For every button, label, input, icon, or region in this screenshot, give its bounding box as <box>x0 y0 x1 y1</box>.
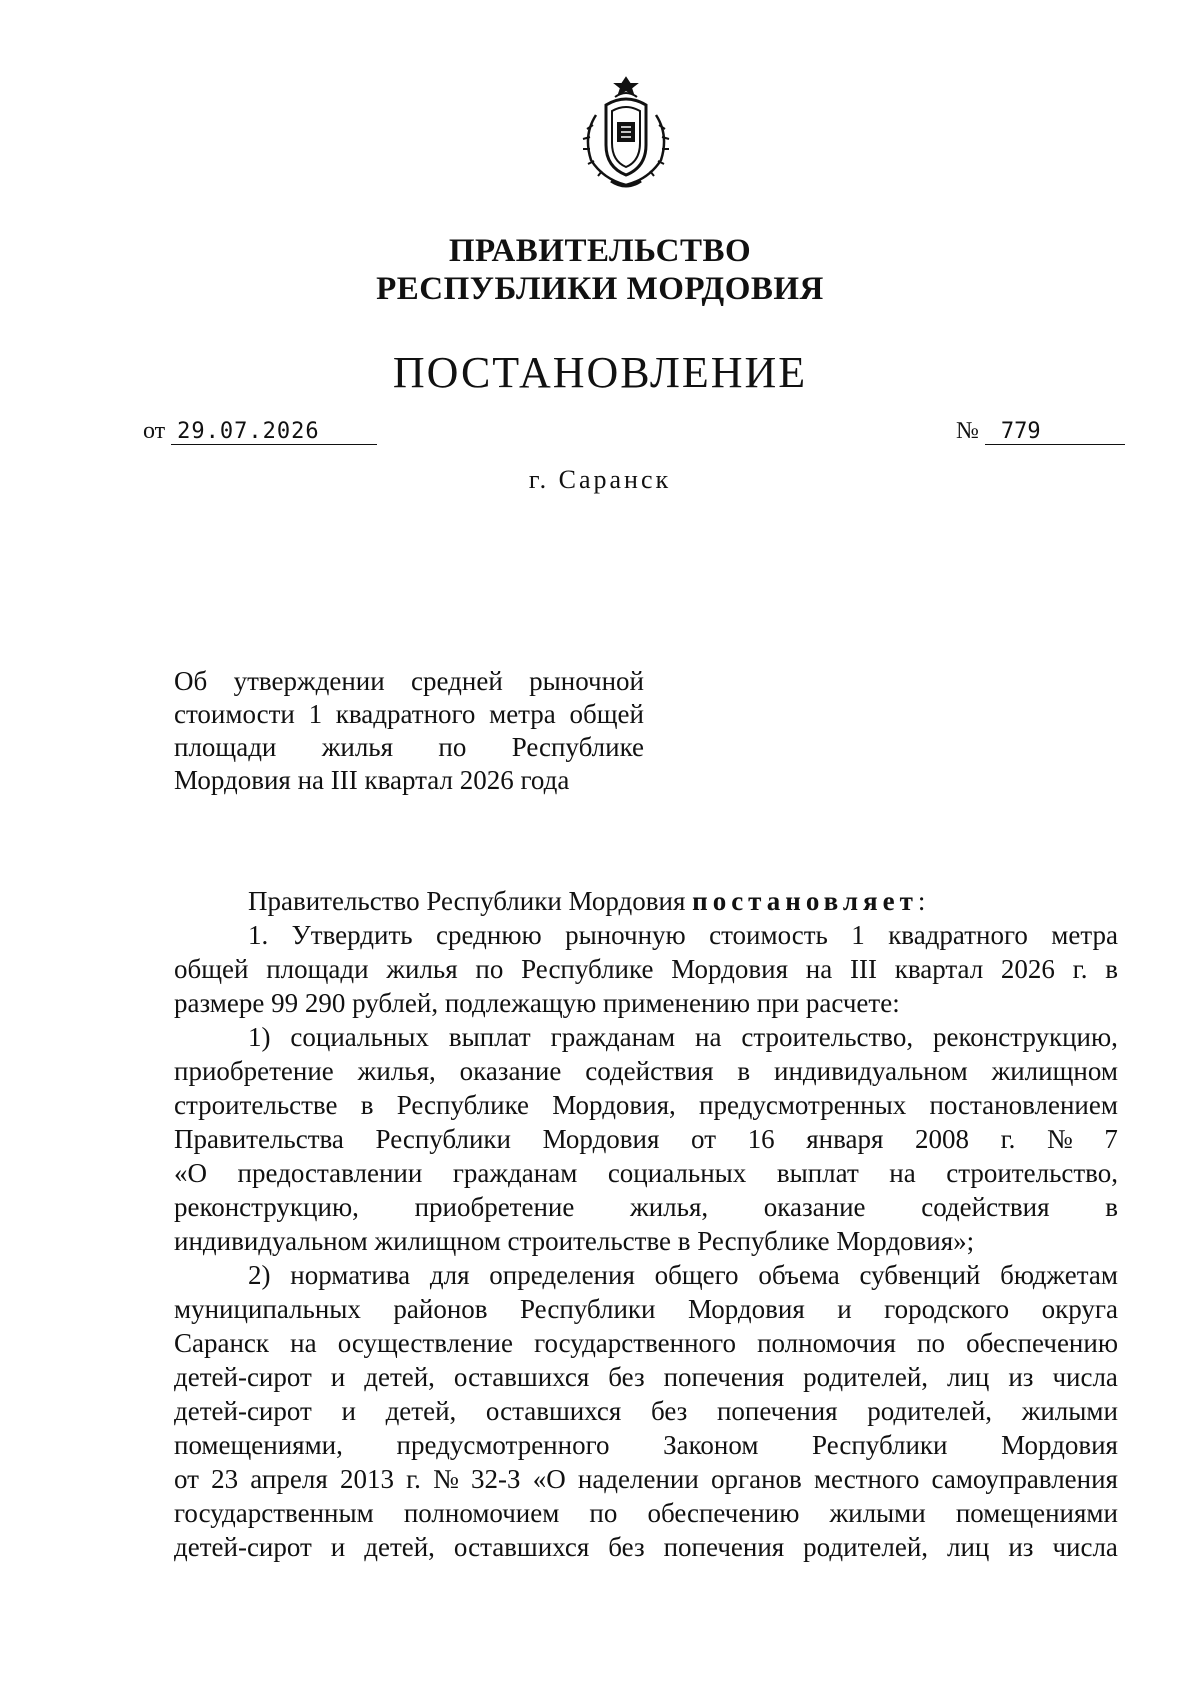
body-word: от <box>174 1464 199 1494</box>
body-word: попечения <box>663 1532 785 1562</box>
body-word: и <box>330 1362 346 1392</box>
body-word: по <box>589 1498 618 1528</box>
body-word: стоимость <box>709 920 828 950</box>
body-word: приобретение <box>174 1056 334 1086</box>
body-word: родителей, <box>803 1362 929 1392</box>
body-word: норматива <box>290 1260 411 1290</box>
body-word: на <box>290 1328 317 1358</box>
body-word: г. <box>1072 954 1088 984</box>
document-type-title: ПОСТАНОВЛЕНИЕ <box>392 348 808 397</box>
body-word: самоуправления <box>931 1464 1118 1494</box>
body-line <box>174 1496 1118 1530</box>
body-line <box>174 986 1118 1020</box>
government-name-line2: РЕСПУБЛИКИ МОРДОВИЯ <box>376 271 824 307</box>
body-word: родителей, <box>803 1532 929 1562</box>
body-word: детей, <box>385 1396 457 1426</box>
body-word: полномочия <box>757 1328 896 1358</box>
body-word: постановлением <box>929 1090 1118 1120</box>
subject-line <box>174 731 644 764</box>
subject-line: Мордовия на III квартал 2026 года <box>174 765 570 795</box>
body-word: содействия <box>585 1056 714 1086</box>
body-intro <box>174 884 1118 918</box>
body-word: муниципальных <box>174 1294 361 1324</box>
body-word: для <box>429 1260 470 1290</box>
body-word: оставшихся <box>453 1532 590 1562</box>
subject-word: средней <box>411 666 503 696</box>
subject-word: рыночной <box>529 666 644 696</box>
body-word: Республике <box>396 1090 529 1120</box>
body-word: в <box>1105 954 1118 984</box>
body-word: рыночную <box>565 920 686 950</box>
body-word: обеспечению <box>966 1328 1118 1358</box>
body-word: квадратного <box>888 920 1028 950</box>
body-word: 2013 <box>339 1464 394 1494</box>
body-word: оказание <box>763 1192 866 1222</box>
document-subject <box>174 665 644 797</box>
subject-word: Об <box>174 666 208 696</box>
body-line <box>174 1394 1118 1428</box>
body-word: жилыми <box>829 1498 926 1528</box>
coat-of-arms-emblem <box>571 75 681 195</box>
body-word: на <box>805 954 833 984</box>
body-word: от <box>691 1124 716 1154</box>
subject-word: общей <box>569 699 644 729</box>
body-word: среднюю <box>436 920 542 950</box>
body-word: гражданам <box>452 1158 578 1188</box>
body-word: детей, <box>364 1362 435 1392</box>
body-word: социальных <box>607 1158 747 1188</box>
body-word: обеспечению <box>647 1498 800 1528</box>
body-word: реконструкцию, <box>174 1192 359 1222</box>
body-word: Мордовия <box>1001 1430 1118 1460</box>
body-word: строительство, <box>946 1158 1118 1188</box>
body-word: по <box>917 1328 945 1358</box>
body-word: «О <box>532 1464 566 1494</box>
subject-word: площади <box>174 732 277 762</box>
body-word: выплат <box>776 1158 859 1188</box>
body-word: Мордовия, <box>552 1090 676 1120</box>
body-word: помещениями <box>955 1498 1118 1528</box>
body-word: оказание <box>459 1056 562 1086</box>
city-name: г. Саранск <box>528 465 672 494</box>
body-line <box>174 952 1118 986</box>
body-word: округа <box>1041 1294 1118 1324</box>
body-word: «О <box>174 1158 207 1188</box>
intro-emphasis: постановляет <box>692 886 918 916</box>
body-word: 2) <box>248 1260 271 1290</box>
subject-line <box>174 665 644 698</box>
body-word: строительство, <box>741 1022 914 1052</box>
body-word: в <box>360 1090 374 1120</box>
body-word: общей <box>174 954 249 984</box>
body-word: наделении <box>577 1464 699 1494</box>
body-line <box>174 1156 1118 1190</box>
body-word: г. <box>406 1464 421 1494</box>
body-word: и <box>341 1396 356 1426</box>
body-word: выплат <box>448 1022 531 1052</box>
body-word: социальных <box>290 1022 429 1052</box>
body-word: числа <box>1052 1532 1118 1562</box>
subject-word: утверждении <box>233 666 385 696</box>
body-word: жилья, <box>630 1192 709 1222</box>
body-word: строительстве <box>174 1090 338 1120</box>
subject-word: по <box>438 732 467 762</box>
body-word: детей, <box>364 1532 435 1562</box>
number-prefix: № <box>956 418 979 444</box>
body-word: определения <box>489 1260 635 1290</box>
body-word: приобретение <box>414 1192 575 1222</box>
body-word: полномочием <box>403 1498 560 1528</box>
body-word: Республике <box>521 954 654 984</box>
document-date <box>143 418 377 445</box>
body-line <box>174 1122 1118 1156</box>
body-word: 7 <box>1104 1124 1118 1154</box>
body-word: государственным <box>174 1498 374 1528</box>
body-word: попечения <box>716 1396 838 1426</box>
body-line <box>174 1224 1118 1258</box>
body-line-text: размере 99 290 рублей, подлежащую применению при расчете: <box>174 988 900 1018</box>
body-word: Утвердить <box>291 920 413 950</box>
body-word: г. <box>1000 1124 1016 1154</box>
government-name-line1: ПРАВИТЕЛЬСТВО <box>448 233 752 269</box>
body-word: III <box>849 954 877 984</box>
subject-word: 1 <box>308 699 323 729</box>
body-word: жилья, <box>357 1056 436 1086</box>
date-value: 29.07.2026 <box>171 419 377 445</box>
body-word: осуществление <box>337 1328 513 1358</box>
body-line <box>174 1088 1118 1122</box>
body-word: детей-сирот <box>174 1362 312 1392</box>
body-line <box>174 1190 1118 1224</box>
body-word: попечения <box>663 1362 785 1392</box>
body-word: жилыми <box>1021 1396 1118 1426</box>
document-number <box>956 418 1125 445</box>
body-word: предусмотренного <box>396 1430 610 1460</box>
body-word: реконструкцию, <box>933 1022 1118 1052</box>
body-line <box>174 1020 1118 1054</box>
body-line <box>174 1462 1118 1496</box>
body-line <box>174 1530 1118 1564</box>
body-word: № <box>1047 1124 1073 1154</box>
body-word: оставшихся <box>453 1362 590 1392</box>
intro-colon: : <box>917 886 926 916</box>
subject-line <box>174 698 644 731</box>
body-word: местного <box>813 1464 920 1494</box>
body-word: Мордовия <box>542 1124 660 1154</box>
subject-word: стоимости <box>174 699 295 729</box>
body-word: без <box>650 1396 688 1426</box>
body-line <box>174 1360 1118 1394</box>
body-word: детей-сирот <box>174 1532 312 1562</box>
body-word: государственного <box>534 1328 736 1358</box>
body-word: 32-З <box>471 1464 521 1494</box>
body-line <box>174 1326 1118 1360</box>
number-value: 779 <box>985 419 1125 445</box>
body-line <box>174 1054 1118 1088</box>
body-word: предоставлении <box>237 1158 423 1188</box>
body-word: без <box>608 1532 645 1562</box>
body-word: 2026 <box>1000 954 1055 984</box>
body-word: 1) <box>248 1022 271 1052</box>
body-word: Правительства <box>174 1124 344 1154</box>
body-word: по <box>475 954 504 984</box>
body-word: Мордовия <box>687 1294 805 1324</box>
subject-word: жилья <box>321 732 394 762</box>
body-word: января <box>806 1124 884 1154</box>
body-word: на <box>695 1022 722 1052</box>
body-word: 1 <box>851 920 865 950</box>
subject-word: квадратного <box>335 699 476 729</box>
body-word: числа <box>1052 1362 1118 1392</box>
body-word: объема <box>758 1260 840 1290</box>
body-word: 2008 <box>915 1124 969 1154</box>
body-word: 23 <box>211 1464 239 1494</box>
body-word: жилья <box>386 954 458 984</box>
body-word: Республики <box>812 1430 948 1460</box>
body-word: бюджетам <box>1000 1260 1118 1290</box>
body-word: индивидуальном <box>774 1056 968 1086</box>
body-word: апреля <box>250 1464 328 1494</box>
body-line-text: индивидуальном жилищном строительстве в Республике Мордовия»; <box>174 1226 975 1256</box>
body-word: субвенций <box>859 1260 981 1290</box>
body-word: 1. <box>248 920 269 950</box>
body-word: Законом <box>663 1430 759 1460</box>
body-word: 16 <box>747 1124 775 1154</box>
body-line <box>174 918 1118 952</box>
body-line <box>174 1428 1118 1462</box>
body-line <box>174 1258 1118 1292</box>
body-word: общего <box>654 1260 739 1290</box>
body-word: гражданам <box>550 1022 676 1052</box>
body-word: на <box>889 1158 916 1188</box>
date-prefix: от <box>143 418 166 444</box>
body-word: и <box>837 1294 852 1324</box>
body-word: Саранск <box>174 1328 270 1358</box>
body-word: городского <box>884 1294 1010 1324</box>
body-word: содействия <box>921 1192 1050 1222</box>
body-word: жилищном <box>991 1056 1118 1086</box>
body-word: районов <box>393 1294 488 1324</box>
body-word: лиц <box>947 1532 990 1562</box>
body-word: в <box>1105 1192 1118 1222</box>
body-word: органов <box>711 1464 802 1494</box>
body-word: в <box>737 1056 751 1086</box>
body-word: из <box>1008 1532 1034 1562</box>
body-word: Республики <box>375 1124 511 1154</box>
body-word: оставшихся <box>485 1396 622 1426</box>
body-word: площади <box>266 954 369 984</box>
document-body <box>174 884 1118 1564</box>
body-word: метра <box>1051 920 1118 950</box>
body-word: детей-сирот <box>174 1396 312 1426</box>
body-line <box>174 1292 1118 1326</box>
intro-text: Правительство Республики Мордовия <box>248 886 693 916</box>
body-word: без <box>608 1362 645 1392</box>
body-word: лиц <box>947 1362 990 1392</box>
body-word: родителей, <box>867 1396 993 1426</box>
body-word: Мордовия <box>671 954 789 984</box>
body-word: и <box>330 1532 346 1562</box>
body-word: помещениями, <box>174 1430 343 1460</box>
body-word: из <box>1008 1362 1034 1392</box>
body-word: предусмотренных <box>699 1090 907 1120</box>
body-word: № <box>433 1464 459 1494</box>
body-word: квартал <box>894 954 984 984</box>
body-word: Республики <box>520 1294 656 1324</box>
subject-word: Республике <box>511 732 644 762</box>
subject-word: метра <box>489 699 556 729</box>
